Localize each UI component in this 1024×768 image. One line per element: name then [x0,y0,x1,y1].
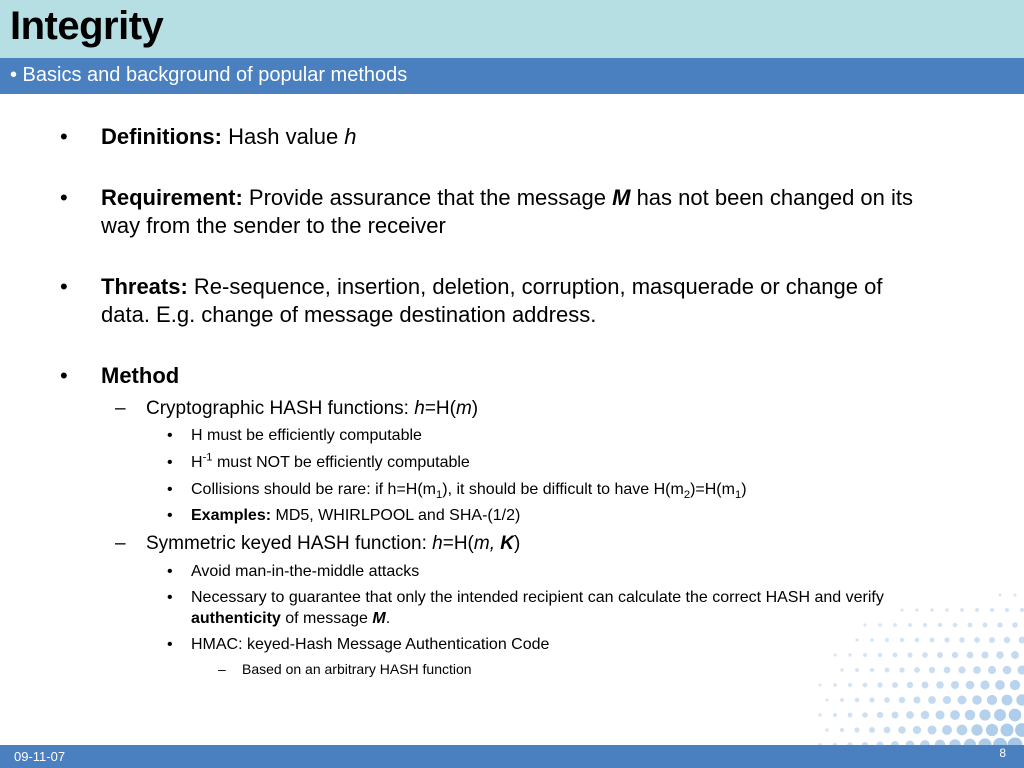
crypto-item-collisions: • Collisions should be rare: if $h=H(m_1)$, it should be difficult to have $H(m_2)=H(m_1)$ [167,481,747,502]
footer-date: 09-11-07 [14,749,66,764]
bullet-mark: • [60,185,68,210]
dash-mark: – [115,533,126,554]
title-bar [0,0,1024,58]
page-number: 8 [999,746,1006,760]
bullet-mark: • [60,124,68,149]
crypto-item-inverse: • $H^{-1}$ must NOT be efficiently computable [167,451,470,471]
crypto-item-examples: • Examples: MD5, WHIRLPOOL and SHA-(1/2) [167,507,521,524]
page-title: Integrity [10,4,164,48]
footer-bar [0,745,1024,768]
bullet-requirement: • Requirement: Provide assurance that the message M has not been changed on its way from the sender to the receiver [60,185,914,238]
crypto-item-efficient: • H must be efficiently computable [167,427,422,444]
bullet-threats: • Threats: Re-sequence, insertion, deletion, corruption, masquerade or change of data. E.g. change of message destination address. [60,274,883,327]
page-subtitle: • Basics and background of popular methods [10,64,408,86]
hmac-subitem: – Based on an arbitrary HASH function [218,661,472,677]
keyed-item-hmac: • HMAC: keyed-Hash Message Authentication Code [167,636,550,653]
method-crypto-hash: – Cryptographic HASH functions: h=H(m) [115,398,479,419]
bullet-mark: • [60,363,68,388]
bullet-definitions: • Definitions: Hash value h [60,124,357,149]
subtitle-bar [0,58,1024,94]
keyed-item-authenticity: • Necessary to guarantee that only the intended recipient can calculate the correct HASH and verify authenticity of message M. [167,589,884,627]
dash-mark: – [115,398,126,419]
bullet-mark: • [60,274,68,299]
method-keyed-hash: – Symmetric keyed HASH function: h=H(m, K) [115,533,521,554]
bullet-method: • Method [60,363,180,388]
keyed-item-mitm: • Avoid man-in-the-middle attacks [167,563,420,580]
